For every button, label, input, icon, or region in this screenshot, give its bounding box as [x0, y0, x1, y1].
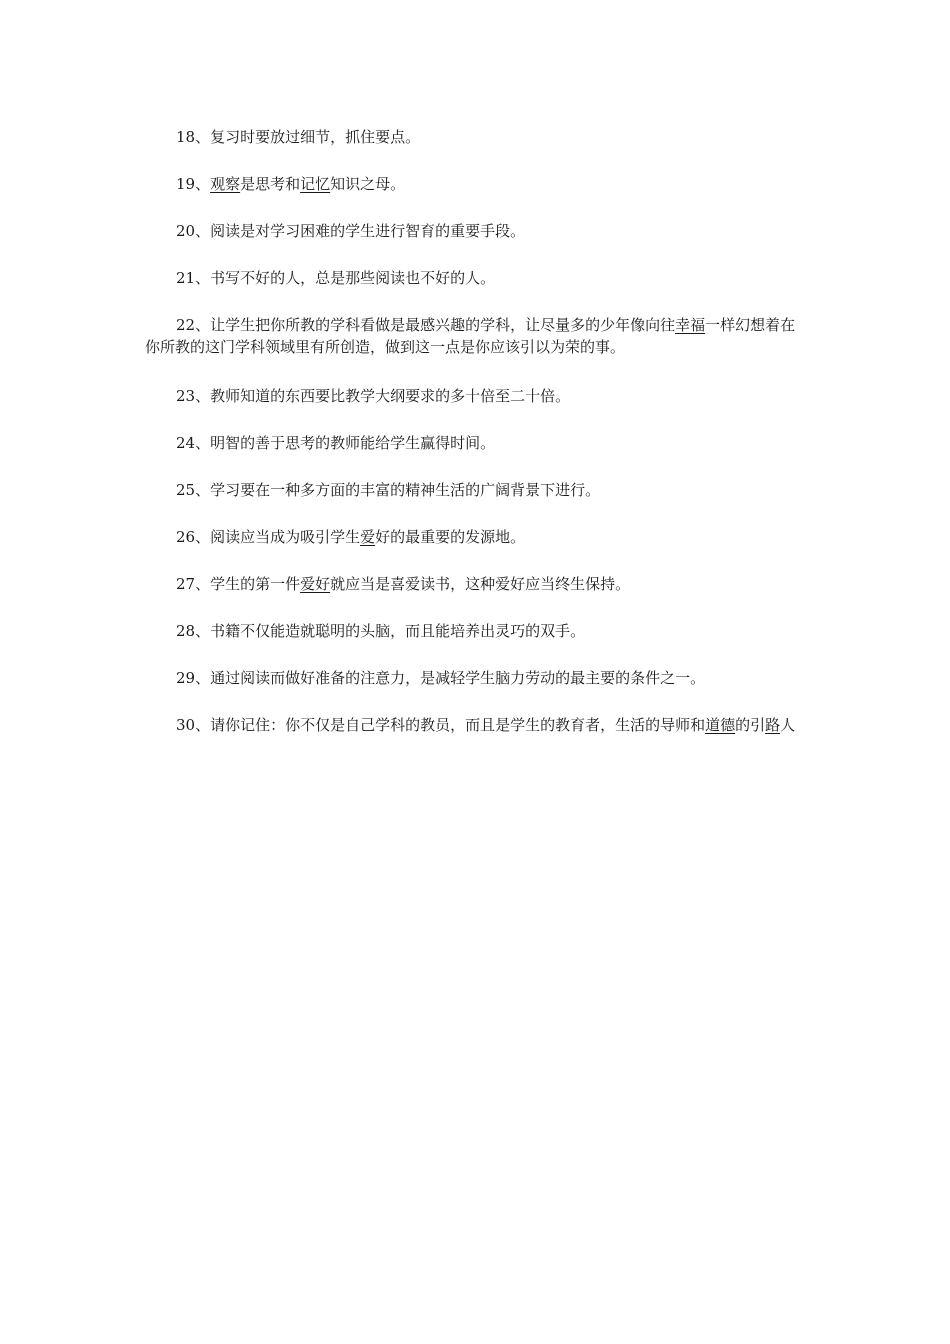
item-26-suffix: 好的最重要的发源地。	[375, 528, 526, 546]
item-28	[145, 620, 810, 642]
item-22	[145, 314, 810, 358]
item-30-prefix: 30、请你记住：你不仅是自己学科的教员，而且是学生的教育者，生活的导师和	[176, 716, 706, 734]
item-22-prefix: 22、让学生把你所教的学科看做是最感兴趣的学科，让尽量多的少年像向往	[176, 316, 676, 334]
item-23-text: 23、教师知道的东西要比教学大纲要求的多十倍至二十倍。	[176, 387, 571, 405]
link-love[interactable]: 爱	[360, 528, 376, 546]
item-20	[145, 220, 810, 242]
item-20-text: 20、阅读是对学习困难的学生进行智育的重要手段。	[176, 222, 526, 240]
link-road[interactable]: 路	[765, 716, 781, 734]
link-observe[interactable]: 观察	[210, 175, 241, 193]
item-23	[145, 385, 810, 407]
item-19	[145, 173, 810, 195]
item-18	[145, 126, 810, 148]
item-25-text: 25、学习要在一种多方面的丰富的精神生活的广阔背景下进行。	[176, 481, 601, 499]
item-24	[145, 432, 810, 454]
item-21-text: 21、书写不好的人，总是那些阅读也不好的人。	[176, 269, 496, 287]
item-24-text: 24、明智的善于思考的教师能给学生赢得时间。	[176, 434, 496, 452]
item-18-text: 18、复习时要放过细节，抓住要点。	[176, 128, 421, 146]
item-30	[145, 714, 810, 736]
item-28-text: 28、书籍不仅能造就聪明的头脑，而且能培养出灵巧的双手。	[176, 622, 586, 640]
link-memory[interactable]: 记忆	[300, 175, 331, 193]
link-happiness[interactable]: 幸福	[675, 316, 706, 334]
item-19-prefix: 19、	[176, 175, 211, 193]
item-29	[145, 667, 810, 689]
link-morality[interactable]: 道德	[705, 716, 736, 734]
item-27	[145, 573, 810, 595]
link-hobby[interactable]: 爱好	[300, 575, 331, 593]
item-21	[145, 267, 810, 289]
item-26-prefix: 26、阅读应当成为吸引学生	[176, 528, 361, 546]
item-30-mid: 的引	[735, 716, 766, 734]
item-19-mid: 是思考和	[240, 175, 301, 193]
item-25	[145, 479, 810, 501]
item-22-suffix: 一样幻想着在你所教的这门学科领域里有所创造，做到这一点是你应该引以为荣的事。	[145, 316, 796, 356]
item-27-prefix: 27、学生的第一件	[176, 575, 301, 593]
item-30-suffix: 人	[780, 716, 796, 734]
item-29-text: 29、通过阅读而做好准备的注意力，是减轻学生脑力劳动的最主要的条件之一。	[176, 669, 706, 687]
item-26	[145, 526, 810, 548]
item-27-suffix: 就应当是喜爱读书，这种爱好应当终生保持。	[330, 575, 631, 593]
item-19-suffix: 知识之母。	[330, 175, 406, 193]
